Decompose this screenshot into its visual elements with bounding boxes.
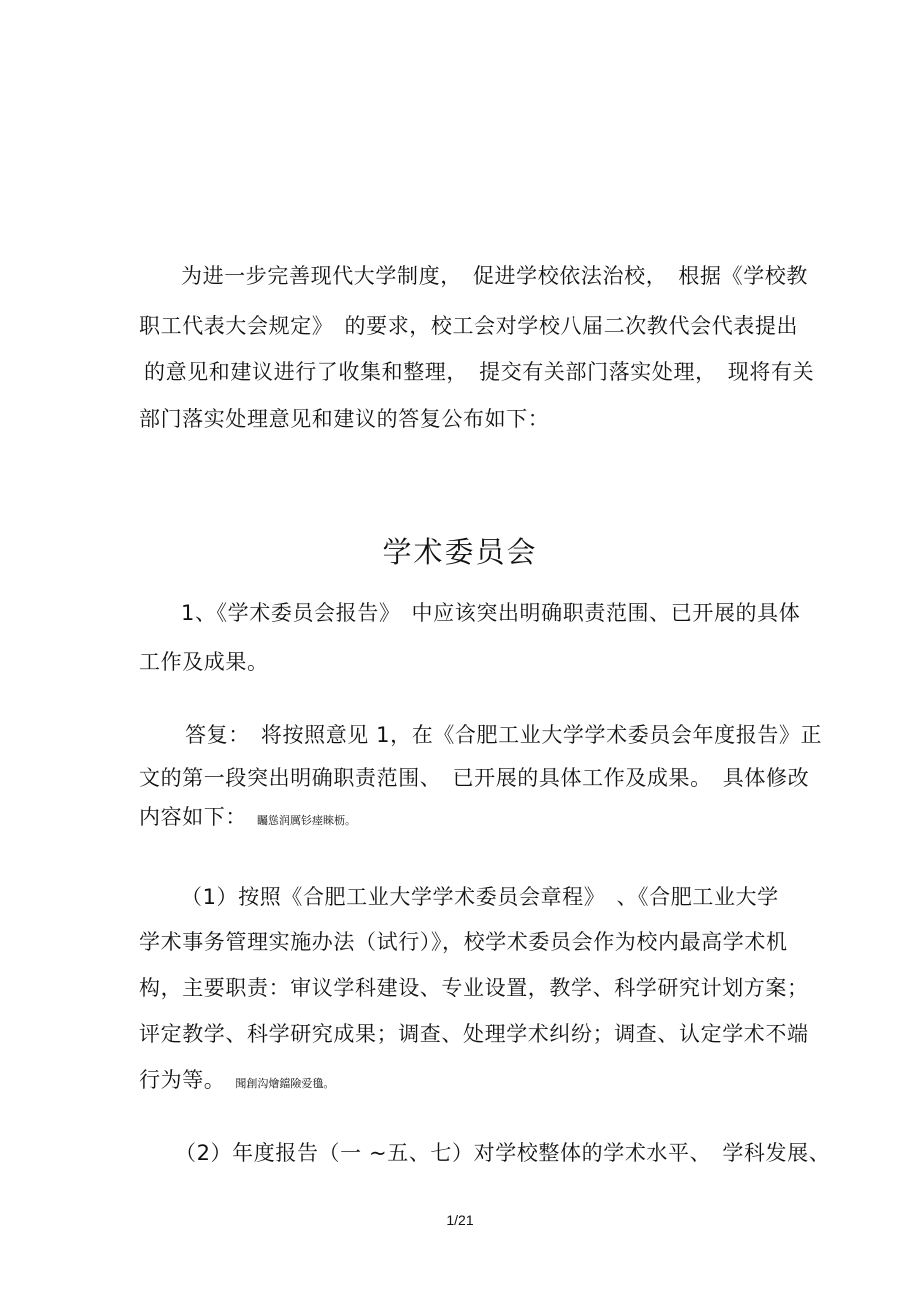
sub-item-2-line-1: （2）年度报告（一 ~五、七）对学校整体的学术水平、 学科发展、 (175, 1141, 831, 1165)
intro-line-3: 的意见和建议进行了收集和整理， 提交有关部门落实处理， 现将有关 (144, 360, 815, 384)
sub-item-1-line-5 (139, 1067, 334, 1097)
sub-item-1-line-2: 学术事务管理实施办法（试行）》，校学术委员会作为校内最高学术机 (139, 930, 788, 954)
sub-item-1-line-1: （1）按照《合肥工业大学学术委员会章程》 、《合肥工业大学 (181, 885, 779, 909)
answer-line-1: 答复： 将按照意见 1，在《合肥工业大学学术委员会年度报告》正 (185, 723, 823, 747)
sub-item-1-line-3: 构，主要职责：审议学科建设、专业设置，教学、科学研究计划方案； (139, 976, 809, 1000)
answer-line-3-text: 内容如下： (139, 805, 247, 829)
section-title: 学术委员会 (382, 535, 538, 569)
sub-item-1-line-5-text: 行为等。 (139, 1068, 226, 1092)
intro-line-1: 为进一步完善现代大学制度， 促进学校依法治校， 根据《学校教 (181, 264, 808, 288)
answer-line-3 (139, 804, 356, 834)
item-1-line-2: 工作及成果。 (139, 650, 269, 674)
page-number: 1/21 (446, 1212, 474, 1228)
sub-item-1-note: 聞創沟燴鐺險爱氇。 (235, 1077, 335, 1090)
sub-item-1-line-4: 评定教学、科学研究成果；调查、处理学术纠纷；调查、认定学术不端 (139, 1022, 809, 1046)
answer-line-2: 文的第一段突出明确职责范围、 已开展的具体工作及成果。 具体修改 (139, 766, 810, 790)
intro-line-2: 职工代表大会规定》 的要求，校工会对学校八届二次教代会代表提出 (139, 314, 799, 338)
answer-note: 矚慫润厲钐瘗睞枥。 (257, 814, 356, 827)
item-1-line-1: 1、《学术委员会报告》 中应该突出明确职责范围、已开展的具体 (181, 601, 801, 625)
intro-line-4: 部门落实处理意见和建议的答复公布如下： (139, 407, 550, 431)
